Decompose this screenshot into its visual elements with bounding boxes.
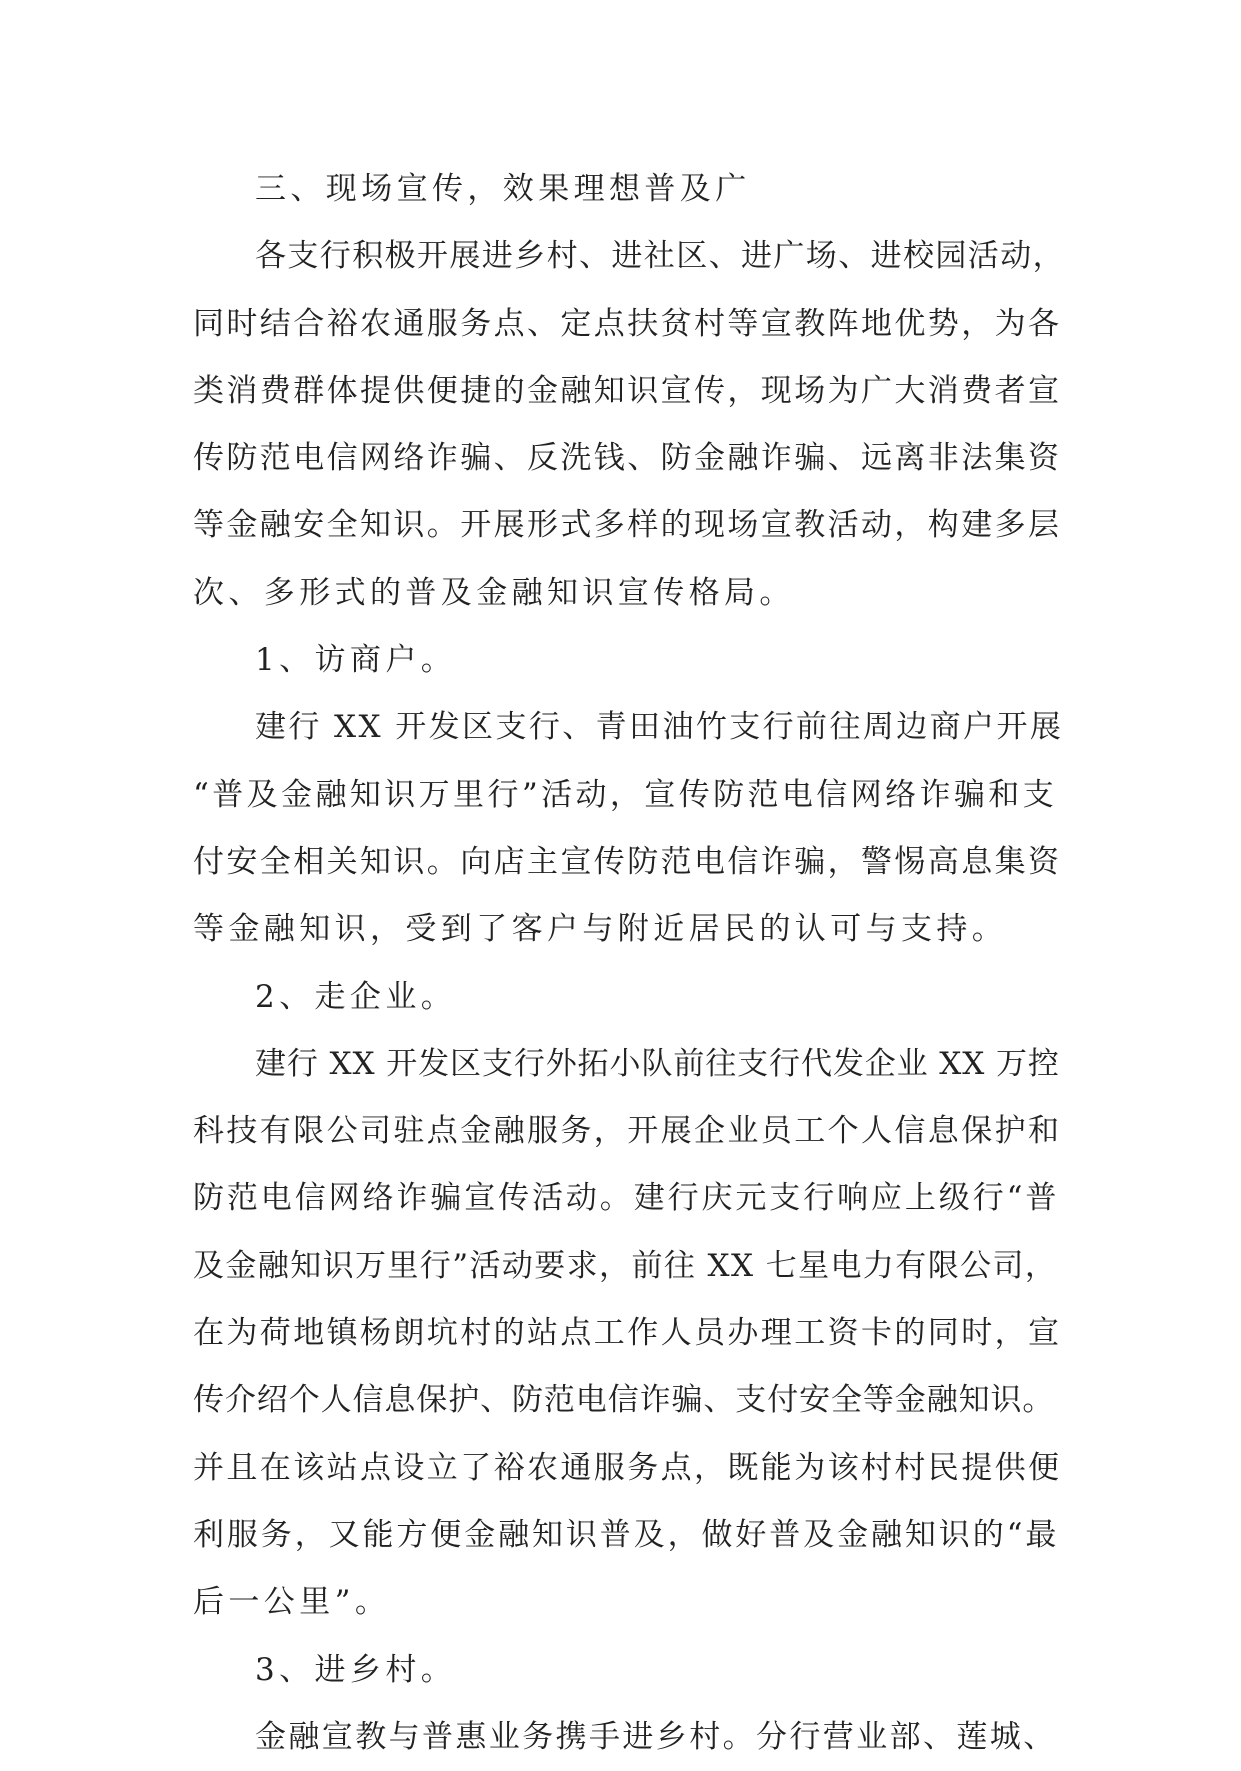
text-line: 后一公里”。 xyxy=(193,1584,391,1621)
text-line: 等金融知识，受到了客户与附近居民的认可与支持。 xyxy=(193,911,1008,948)
text-line: 同时结合裕农通服务点、定点扶贫村等宣教阵地优势，为各 xyxy=(193,305,1062,342)
text-line: 及金融知识万里行”活动要求，前往 XX 七星电力有限公司， xyxy=(193,1247,1058,1284)
text-line: 3、进乡村。 xyxy=(255,1651,457,1688)
document-body xyxy=(193,156,1065,1771)
text-line: 传防范电信网络诈骗、反洗钱、防金融诈骗、远离非法集资 xyxy=(193,440,1062,477)
text-line: 科技有限公司驻点金融服务，开展企业员工个人信息保护和 xyxy=(193,1113,1062,1150)
text-line: 利服务，又能方便金融知识普及，做好普及金融知识的“最 xyxy=(193,1516,1060,1553)
text-line: 各支行积极开展进乡村、进社区、进广场、进校园活动， xyxy=(255,238,1065,275)
text-line: 建行 XX 开发区支行、青田油竹支行前往周边商户开展 xyxy=(255,709,1064,746)
text-line: 在为荷地镇杨朗坑村的站点工作人员办理工资卡的同时，宣 xyxy=(193,1315,1062,1352)
text-line: 建行 XX 开发区支行外拓小队前往支行代发企业 XX 万控 xyxy=(255,1045,1060,1082)
text-line: 次、多形式的普及金融知识宣传格局。 xyxy=(193,574,795,611)
text-line: 金融宣教与普惠业务携手进乡村。分行营业部、莲城、 xyxy=(255,1718,1057,1755)
text-line: 并且在该站点设立了裕农通服务点，既能为该村村民提供便 xyxy=(193,1449,1062,1486)
text-line: 2、走企业。 xyxy=(255,978,457,1015)
text-line: 传介绍个人信息保护、防范电信诈骗、支付安全等金融知识。 xyxy=(193,1382,1055,1419)
text-line: 等金融安全知识。开展形式多样的现场宣教活动，构建多层 xyxy=(193,507,1062,544)
text-line: 类消费群体提供便捷的金融知识宣传，现场为广大消费者宣 xyxy=(193,372,1062,409)
text-line: 付安全相关知识。向店主宣传防范电信诈骗，警惕高息集资 xyxy=(193,843,1062,880)
text-line: 1、访商户。 xyxy=(255,642,457,679)
text-line: 三、现场宣传，效果理想普及广 xyxy=(255,171,751,207)
text-line: 防范电信网络诈骗宣传活动。建行庆元支行响应上级行“普 xyxy=(193,1180,1060,1217)
text-line: “普及金融知识万里行”活动，宣传防范电信网络诈骗和支 xyxy=(193,776,1058,813)
